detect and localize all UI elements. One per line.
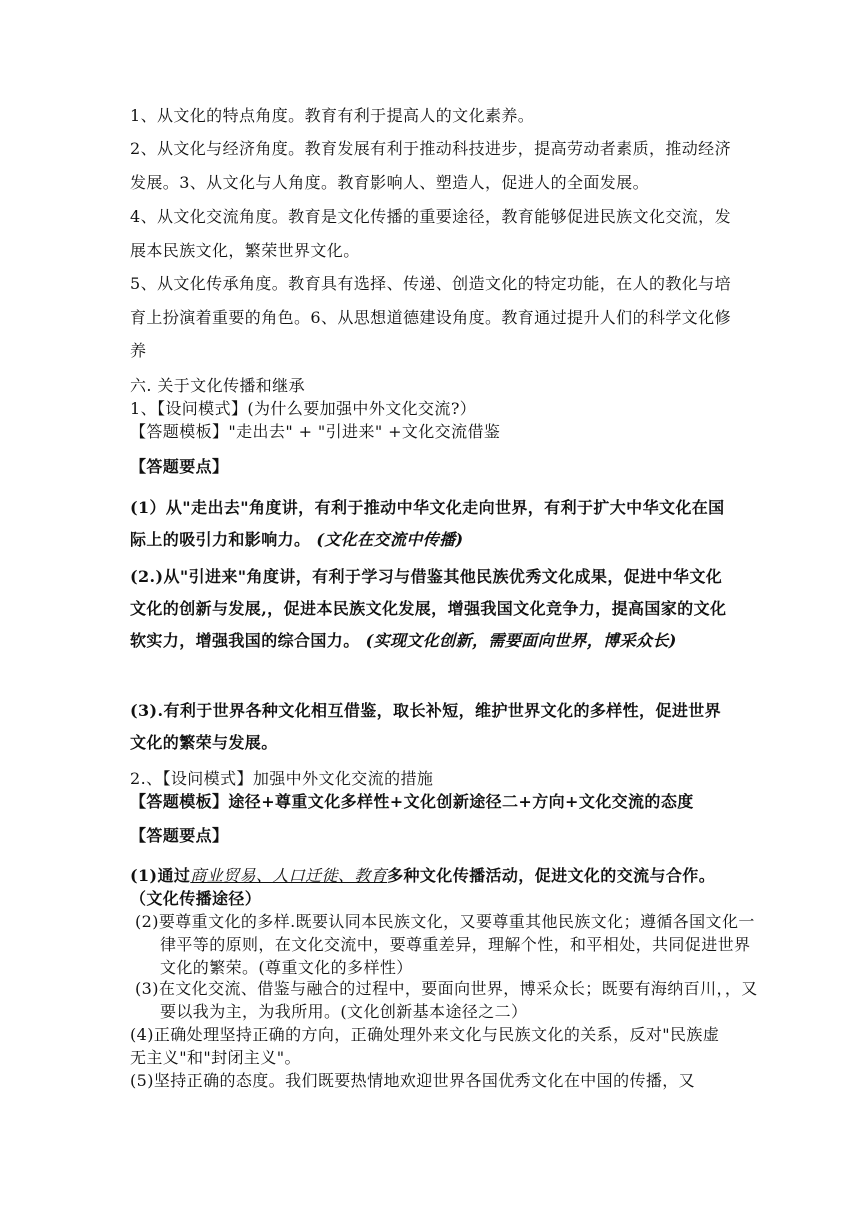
q2-answer-template: 【答题模板】途径+尊重文化多样性+文化创新途径二+方向+文化交流的态度 [130,792,694,811]
q1-answer-1-text: (1）从"走出去"角度讲，有利于推动中华文化走向世界，有利于扩大中华文化在国际上的吸引力和影响力。 [130,498,725,549]
q2-answer-1-underlined: 商业贸易、人口迁徙、教育 [190,866,388,885]
q2-answer-5: (5)坚持正确的态度。我们既要热情地欢迎世界各国优秀文化在中国的传播，又 [130,1071,696,1090]
q1-answer-2-note: (实现文化创新，需要面向世界，博采众长) [365,631,677,650]
q2-answer-1-prefix: (1)通过 [130,866,191,885]
q2-question-mode: 2.、【设问模式】加强中外文化交流的措施 [130,769,434,788]
q1-answer-template: 【答题模板】"走出去" + "引进来" +文化交流借鉴 [130,422,501,441]
q2-answer-1 [130,864,732,910]
q1-question-mode: 1、【设问模式】(为什么要加强中外文化交流?） [130,399,477,418]
q2-answer-1-rest: 多种文化传播活动，促进文化的交流与合作。（文化传播途径） [130,866,716,908]
q2-answer-3: (3)在文化交流、借鉴与融合的过程中，要面向世界，博采众长；既要有海纳百川，，又要以我为主，为我所用。(文化创新基本途径之二） [135,979,758,1021]
q1-answer-3: (3).有利于世界各种文化相互借鉴，取长补短，维护世界文化的多样性，促进世界文化的繁荣与发展。 [130,701,722,752]
point-culture-features: 1、从文化的特点角度。教育有利于提高人的文化素养。 [130,106,535,125]
q2-answer-2: (2)要尊重文化的多样.既要认同本民族文化，又要尊重其他民族文化；遵循各国文化一律平等的原则，在文化交流中，要尊重差异，理解个性，和平相处，共同促进世界文化的繁荣。(尊重文化的多样性） [135,912,755,977]
q1-answer-1 [130,492,732,556]
point-culture-exchange: 4、从文化交流角度。教育是文化传播的重要途径，教育能够促进民族文化交流，发展本民族文化，繁荣世界文化。 [130,207,731,260]
q1-answer-2-text: (2.)从"引进来"角度讲，有利于学习与借鉴其他民族优秀文化成果，促进中华文化文化的创新与发展,，促进本民族文化发展，增强我国文化竞争力，提高国家的文化软实力，增强我国的综合国力。 [130,567,727,650]
q2-answer-points-heading: 【答题要点】 [130,826,229,845]
q1-answer-1-note: (文化在交流中传播) [316,530,464,549]
q1-answer-points-heading: 【答题要点】 [130,457,229,476]
q2-answer-4: (4)正确处理坚持正确的方向，正确处理外来文化与民族文化的关系，反对"民族虚无主义"和"封闭主义"。 [130,1025,720,1067]
q1-answer-2 [130,561,732,657]
point-culture-inheritance: 5、从文化传承角度。教育具有选择、传递、创造文化的特定功能，在人的教化与培育上扮演着重要的角色。6、从思想道德建设角度。教育通过提升人们的科学文化修养 [130,274,731,360]
point-culture-economy: 2、从文化与经济角度。教育发展有利于推动科技进步，提高劳动者素质，推动经济发展。3、从文化与人角度。教育影响人、塑造人，促进人的全面发展。 [130,139,731,192]
section-title: 六. 关于文化传播和继承 [130,376,305,395]
